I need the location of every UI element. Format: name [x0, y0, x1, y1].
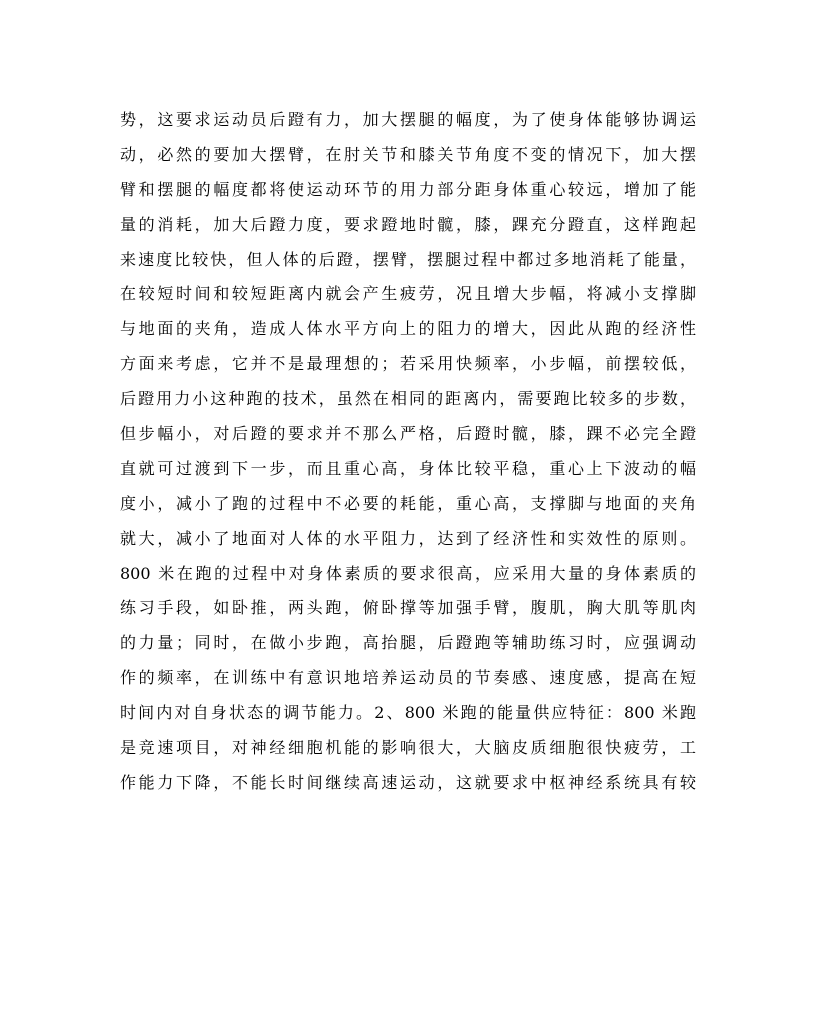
- text-line: 就大，减小了地面对人体的水平阻力，达到了经济性和实效性的原则。: [120, 528, 696, 548]
- text-line: 后蹬用力小这种跑的技术，虽然在相同的距离内，需要跑比较多的步数，: [120, 389, 696, 409]
- text-line: 练习手段，如卧推，两头跑，俯卧撑等加强手臂，腹肌，胸大肌等肌肉: [120, 598, 696, 618]
- text-line: 量的消耗，加大后蹬力度，要求蹬地时髋，膝，踝充分蹬直，这样跑起: [120, 214, 696, 234]
- text-line: 动，必然的要加大摆臂，在肘关节和膝关节角度不变的情况下，加大摆: [120, 144, 696, 164]
- text-line: 的力量；同时，在做小步跑，高抬腿，后蹬跑等辅助练习时，应强调动: [120, 633, 696, 653]
- text-line: 来速度比较快，但人体的后蹬，摆臂，摆腿过程中都过多地消耗了能量，: [120, 249, 696, 269]
- text-line: 作的频率，在训练中有意识地培养运动员的节奏感、速度感，提高在短: [120, 668, 696, 688]
- text-line: 与地面的夹角，造成人体水平方向上的阻力的增大，因此从跑的经济性: [120, 319, 696, 339]
- text-line: 时间内对自身状态的调节能力。2、800 米跑的能量供应特征：800 米跑: [120, 703, 696, 723]
- text-line: 势，这要求运动员后蹬有力，加大摆腿的幅度，为了使身体能够协调运: [120, 110, 696, 129]
- text-line: 800 米在跑的过程中对身体素质的要求很高，应采用大量的身体素质的: [120, 563, 696, 583]
- text-line: 度小，减小了跑的过程中不必要的耗能，重心高，支撑脚与地面的夹角: [120, 493, 696, 513]
- text-line: 直就可过渡到下一步，而且重心高，身体比较平稳，重心上下波动的幅: [120, 458, 696, 478]
- text-line: 但步幅小，对后蹬的要求并不那么严格，后蹬时髋，膝，踝不必完全蹬: [120, 424, 696, 444]
- text-line: 是竞速项目，对神经细胞机能的影响很大，大脑皮质细胞很快疲劳，工: [120, 738, 696, 758]
- text-line: 在较短时间和较短距离内就会产生疲劳，况且增大步幅，将减小支撑脚: [120, 284, 696, 304]
- text-line: 臂和摆腿的幅度都将使运动环节的用力部分距身体重心较远，增加了能: [120, 179, 696, 199]
- text-line: 方面来考虑，它并不是最理想的；若采用快频率，小步幅，前摆较低，: [120, 354, 696, 374]
- text-line: 作能力下降，不能长时间继续高速运动，这就要求中枢神经系统具有较: [120, 772, 696, 792]
- body-text: [120, 103, 696, 801]
